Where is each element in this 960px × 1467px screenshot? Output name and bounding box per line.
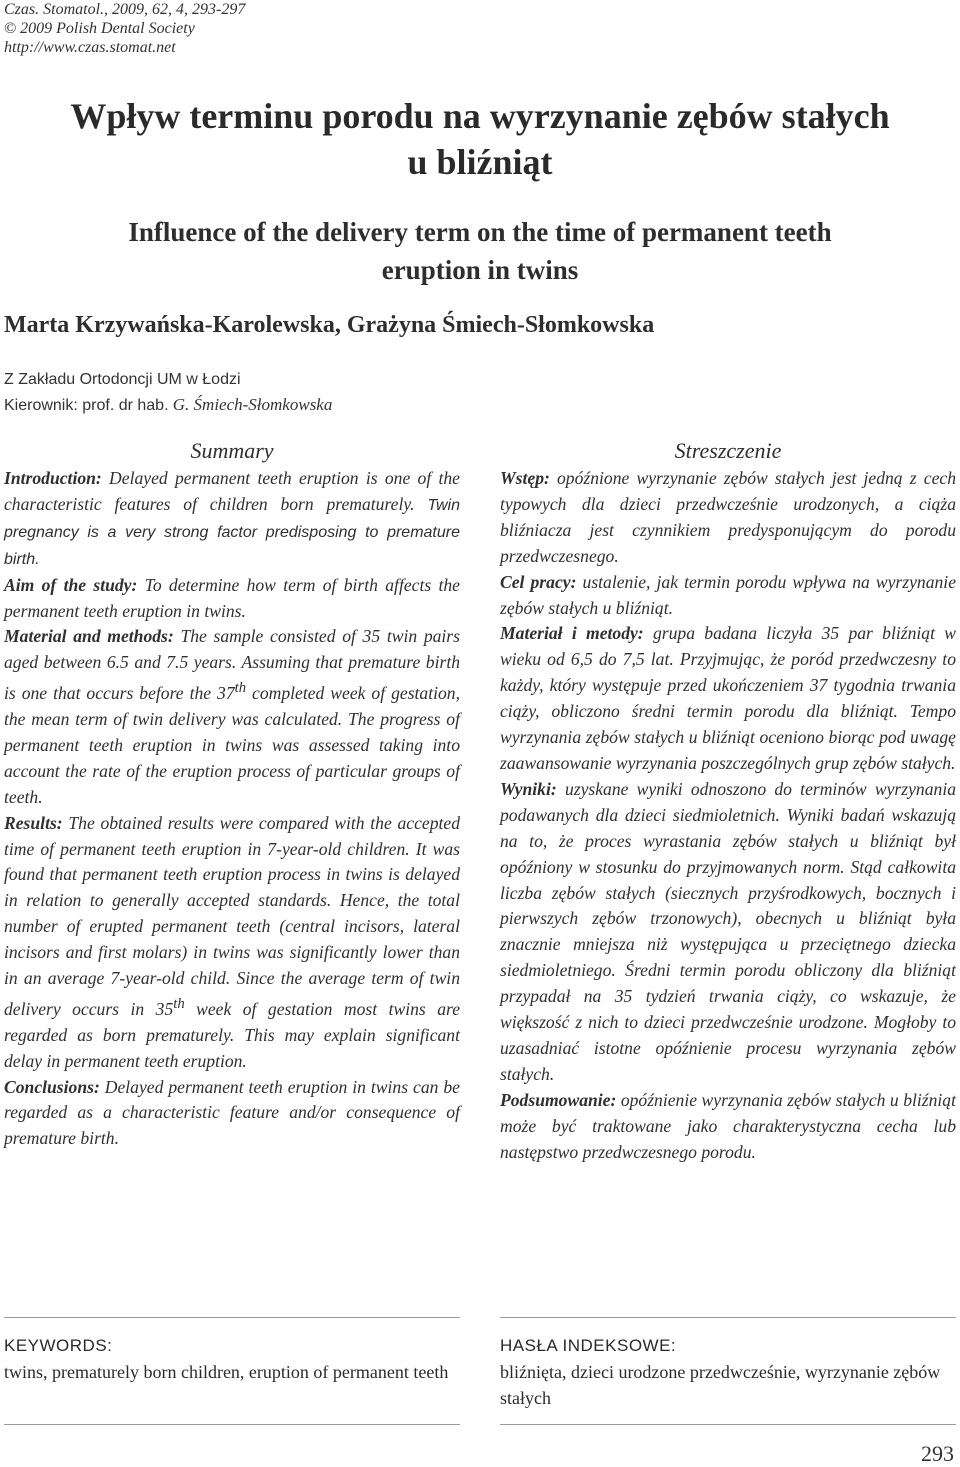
affiliation xyxy=(4,367,332,418)
streszczenie-wyniki-text: uzyskane wyniki odnoszono do terminów wyrzynania podawanych dla dzieci siedmioletnich. Wyniki badań wskazują na to, że proces wyrastania zębów stałych u bliźniąt był opóźniony w stosunku do przyjmowanych norm. Stąd całkowita liczba zębów stałych (siecznych przyśrodkowych, bocznych i pierwszych zębów trzonowych), obecnych u bliźniąt była znacznie mniejsza niż występująca u przeciętnego dziecka siedmioletniego. Średni termin porodu obliczony dla bliźniąt przypadał na 35 tydzień trwania ciąży, co wskazuje, że większość z nich to dzieci przedwcześnie urodzone. Mogłoby to uzasadniać istotne opóźnienie procesu wyrzynania zębów stałych. xyxy=(500,778,956,1084)
hasla-bottom-rule xyxy=(500,1424,956,1425)
title-polish-line-2: u bliźniąt xyxy=(407,142,553,182)
hasla-block xyxy=(500,1333,956,1411)
journal-citation xyxy=(4,0,245,57)
affiliation-head xyxy=(4,392,332,418)
affiliation-head-label: Kierownik: prof. dr hab. xyxy=(4,397,169,414)
keywords-heading: KEYWORDS: xyxy=(4,1336,113,1355)
streszczenie-heading: Streszczenie xyxy=(674,438,782,463)
summary-intro-text: Delayed permanent teeth eruption is one of the characteristic features of children born prematurely. xyxy=(4,468,460,514)
summary-methods-text: The sample consisted of 35 twin pairs aged between 6.5 and 7.5 years. xyxy=(4,626,460,673)
streszczenie-wyniki xyxy=(500,777,956,1088)
hasla-heading: HASŁA INDEKSOWE: xyxy=(500,1336,677,1355)
streszczenie-cel-label: Cel pracy: xyxy=(500,571,577,592)
keywords-text: twins, prematurely born children, eruption of permanent teeth xyxy=(4,1362,449,1382)
summary-methods-label: Material and methods: xyxy=(4,626,174,647)
title-english-line-1: Influence of the delivery term on the time of permanent teeth xyxy=(128,217,832,247)
hasla-text: bliźnięta, dzieci urodzone przedwcześnie, wyrzynanie zębów stałych xyxy=(500,1362,941,1408)
summary-conclusions-text: Delayed permanent teeth eruption in twins can be regarded as a characteristic feature and/or consequence of premature birth. xyxy=(4,1076,460,1149)
streszczenie-wstep-text: opóźnione wyrzynanie zębów stałych jest jedną z cech typowych dla dzieci przedwcześnie urodzonych, a ciąża bliźniacza jest czynnikiem predysponującym do porodu przedwczesnego. xyxy=(500,468,956,566)
streszczenie-podsumowanie-text: opóźnienie wyrzynania zębów stałych u bliźniąt może być traktowane jako charakterystyczna cecha lub następstwo przedwczesnego porodu. xyxy=(500,1089,956,1162)
summary-conclusions-label: Conclusions: xyxy=(4,1076,100,1097)
summary-methods xyxy=(4,624,460,810)
keywords-top-rule xyxy=(4,1317,460,1318)
summary-results-label: Results: xyxy=(4,812,63,833)
title-english-line-2: eruption in twins xyxy=(381,255,579,285)
page-number: 293 xyxy=(921,1441,954,1466)
summary-conclusions xyxy=(4,1075,460,1153)
authors: Marta Krzywańska-Karolewska, Grażyna Śmiech-Słomkowska xyxy=(4,312,655,338)
hasla-top-rule xyxy=(500,1317,956,1318)
streszczenie-metody xyxy=(500,621,956,776)
summary-column xyxy=(4,436,460,1152)
affiliation-dept: Z Zakładu Ortodoncji UM w Łodzi xyxy=(4,371,241,388)
summary-results-text: The obtained results were compared with the accepted time of permanent teeth eruption in 7-year-old children. It was found that permanent teeth eruption process in twins is delayed in relation to generally accepted standards. Hence, the total number of erupted permanent teeth (central incisors, lateral incisors and first molars) in twins was significantly lower than in an average 7-year-old child. Since the average term of twin delivery occurs in 35 xyxy=(4,812,460,1019)
summary-aim-label: Aim of the study: xyxy=(4,574,138,595)
summary-introduction xyxy=(4,466,460,573)
summary-results xyxy=(4,811,460,1075)
streszczenie-wstep xyxy=(500,466,956,570)
streszczenie-cel xyxy=(500,570,956,622)
title-english xyxy=(0,213,960,289)
streszczenie-metody-text: grupa badana liczyła 35 par bliźniąt w wieku od 6,5 do 7,5 lat. Przyjmując, że poród przedwczesny to każdy, który występuje przed ukończeniem 37 tygodnia trwania ciąży, obliczono średni termin porodu dla bliźniąt. Tempo wyrzynania zębów stałych u bliźniąt oceniono biorąc pod uwagę zaawansowanie wyrzynania poszczególnych grup zębów stałych. xyxy=(500,623,956,773)
title-polish xyxy=(0,93,960,185)
streszczenie-column xyxy=(500,436,956,1165)
streszczenie-wstep-label: Wstęp: xyxy=(500,468,550,488)
affiliation-head-name: G. Śmiech-Słomkowska xyxy=(168,395,333,414)
keywords-bottom-rule xyxy=(4,1424,460,1425)
journal-line-2: © 2009 Polish Dental Society xyxy=(4,20,195,37)
summary-intro-label: Introduction: xyxy=(4,468,102,488)
summary-aim xyxy=(4,573,460,625)
streszczenie-wyniki-label: Wyniki: xyxy=(500,778,557,799)
keywords-block xyxy=(4,1333,460,1385)
summary-intro-text-2: Twin pregnancy is a very strong factor predisposing to premature birth. xyxy=(4,496,460,568)
streszczenie-podsumowanie-label: Podsumowanie: xyxy=(500,1089,617,1110)
summary-aim-text: To determine how term of birth affects the permanent teeth eruption in twins. xyxy=(4,574,460,621)
streszczenie-cel-text: ustalenie, jak termin porodu wpływa na wyrzynanie zębów stałych u bliźniąt. xyxy=(500,571,956,618)
summary-results-sup: th xyxy=(173,995,185,1012)
title-polish-line-1: Wpływ terminu porodu na wyrzynanie zębów stałych xyxy=(70,96,890,136)
summary-methods-text-2: Assuming that premature birth is one that occurs before the 37 xyxy=(4,652,461,704)
summary-methods-text-3: completed week of gestation, the mean term of twin delivery was calculated. The progress of permanent teeth eruption in twins was assessed taking into account the rate of the eruption process of particular groups of teeth. xyxy=(4,683,460,807)
summary-methods-sup: th xyxy=(234,680,247,697)
summary-heading: Summary xyxy=(190,438,274,463)
streszczenie-podsumowanie xyxy=(500,1088,956,1166)
streszczenie-metody-label: Materiał i metody: xyxy=(500,623,644,644)
summary-results-text-2: week of gestation most twins are regarded as born prematurely. This may explain significant delay in permanent teeth eruption. xyxy=(4,998,460,1071)
journal-line-1: Czas. Stomatol., 2009, 62, 4, 293-297 xyxy=(4,1,246,18)
journal-url[interactable]: http://www.czas.stomat.net xyxy=(4,39,176,56)
